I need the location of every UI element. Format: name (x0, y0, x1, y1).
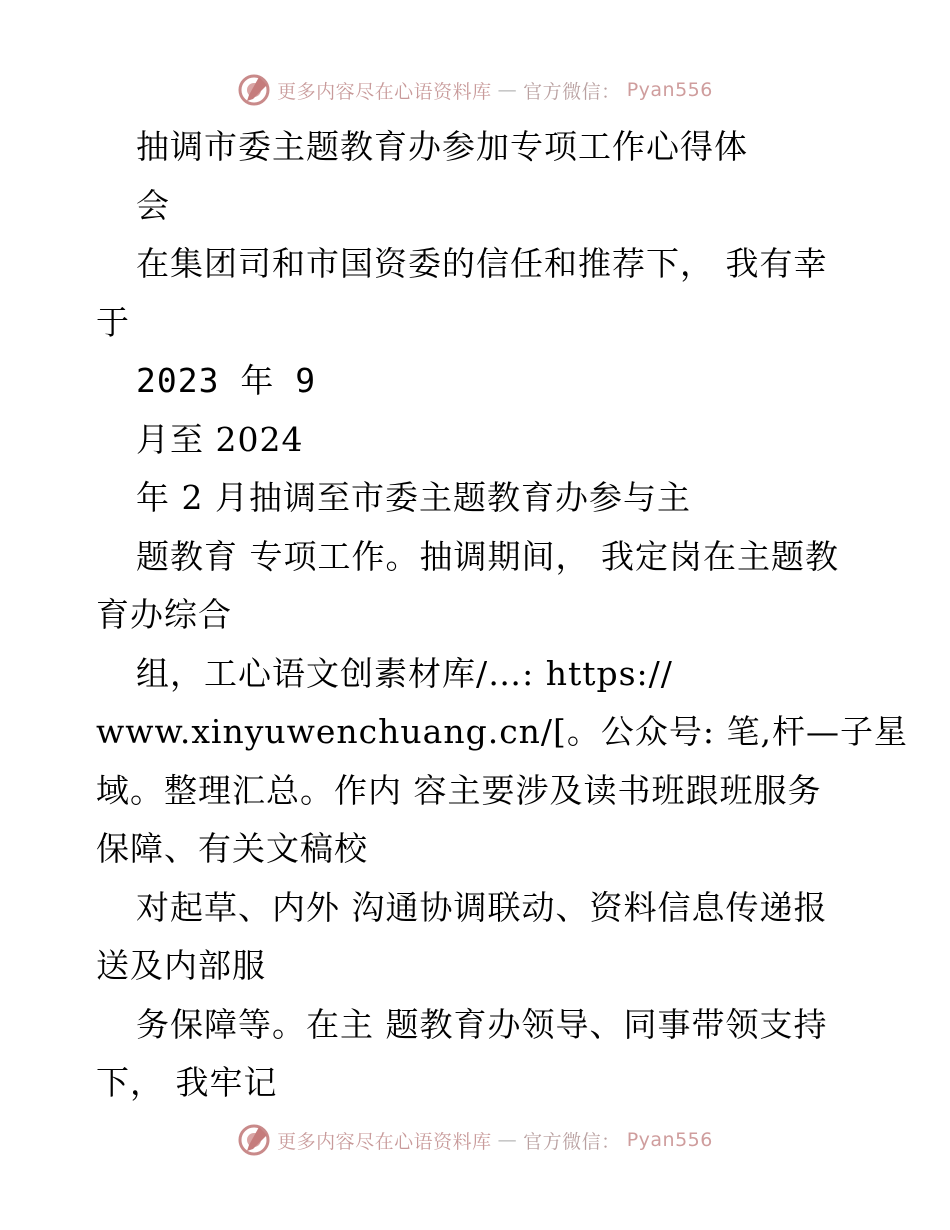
document-body (96, 118, 909, 1113)
watermark-text: 更多内容尽在心语资料库 (277, 80, 492, 103)
paragraph-line: 育办综合 (96, 595, 232, 634)
watermark-wechat-id: Pyan556 (626, 79, 713, 101)
paragraph-line: 送及内部服 (96, 946, 266, 985)
paragraph-line: 务保障等。在主 题教育办领导、同事带领支持 (136, 1004, 828, 1044)
paragraph-line: 对起草、内外 沟通协调联动、资料信息传递报 (136, 887, 828, 927)
watermark-separator: — (497, 79, 518, 101)
header-watermark (0, 70, 950, 110)
paragraph-line: 域。整理汇总。作内 容主要涉及读书班跟班服务 (96, 770, 822, 810)
watermark-separator: — (497, 1129, 518, 1151)
paragraph-line: 2023 年 9 (136, 361, 317, 400)
watermark-text: 更多内容尽在心语资料库 (277, 1130, 492, 1153)
watermark-wechat-label: 官方微信： (523, 80, 621, 103)
paragraph-line: 保障、有关文稿校 (96, 829, 368, 868)
document-title-line-2: 会 (136, 185, 170, 225)
paragraph-line: 组，工心语文创素材库/…: https:// (136, 653, 673, 693)
paragraph-line: 在集团司和市国资委的信任和推荐下， 我有幸 (136, 244, 828, 283)
paragraph-line: www.xinyuwenchuang.cn/[。公众号: 笔,杆—子星 (96, 712, 909, 751)
paragraph-line: 题教育 专项工作。抽调期间， 我定岗在主题教 (136, 536, 839, 576)
footer-watermark (0, 1120, 950, 1160)
document-title-line-1: 抽调市委主题教育办参加专项工作心得体 (136, 127, 748, 166)
watermark-wechat-id: Pyan556 (626, 1129, 713, 1151)
paragraph-line: 年 2 月抽调至市委主题教育办参与主 (136, 478, 691, 517)
paragraph-line: 于 (96, 302, 130, 342)
paragraph-line: 下， 我牢记 (96, 1063, 278, 1102)
watermark-wechat-label: 官方微信： (523, 1130, 621, 1153)
pen-logo-icon (237, 1123, 271, 1157)
paragraph-line: 月至 2024 (136, 419, 304, 459)
pen-logo-icon (237, 73, 271, 107)
